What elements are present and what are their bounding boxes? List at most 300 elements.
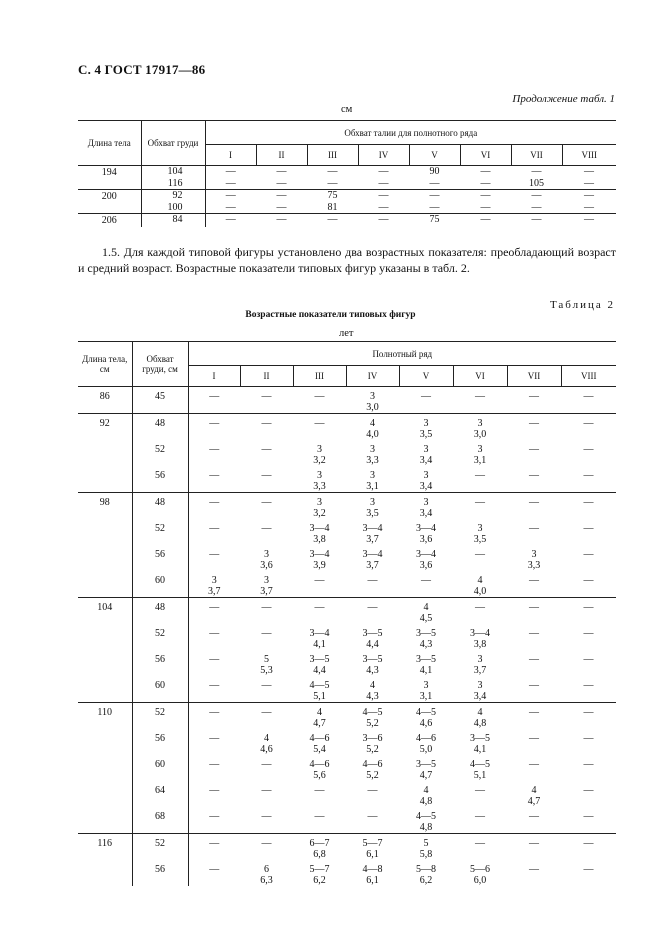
value-cell — [240, 729, 293, 755]
value-cell — [346, 493, 399, 520]
value-line: — — [261, 470, 272, 481]
value-cell — [507, 519, 561, 545]
chest-cell: 56 — [132, 860, 188, 886]
value-cell — [293, 703, 346, 730]
value-line: 3 — [477, 523, 483, 534]
value-cell — [293, 624, 346, 650]
col-roman-header: V — [409, 145, 460, 166]
value-line: — — [583, 549, 594, 560]
value-cell — [507, 729, 561, 755]
value-line: — — [314, 602, 325, 613]
value-cell — [293, 834, 346, 861]
value-line: 4,3 — [366, 691, 379, 702]
spacer — [399, 402, 453, 413]
value-line: 5 — [264, 654, 269, 665]
value-line: — — [583, 418, 594, 429]
value-line: 3—5 — [416, 759, 436, 770]
value-line: 3—5 — [416, 654, 436, 665]
value-line: 3,7 — [473, 665, 487, 676]
value-cell: 75 — [307, 190, 358, 202]
value-cell — [453, 466, 507, 493]
value-cell — [507, 676, 561, 703]
value-cell — [561, 676, 616, 703]
value-cell — [507, 807, 561, 834]
value-cell — [561, 703, 616, 730]
value-cell: — — [429, 177, 440, 189]
col-roman-header: I — [188, 366, 240, 387]
value-line: 4—6 — [362, 759, 383, 770]
value-cell — [507, 834, 561, 861]
value-cell: — — [584, 201, 595, 213]
value-line: 4—8 — [362, 864, 383, 875]
value-cell — [453, 440, 507, 466]
value-line: 5,4 — [313, 744, 326, 755]
value-cell: — — [225, 201, 236, 213]
chest-cell: 60 — [132, 676, 188, 703]
value-line: — — [209, 628, 220, 639]
value-line: — — [367, 811, 378, 822]
value-cell — [399, 703, 453, 730]
value-line: — — [529, 654, 539, 665]
spacer — [189, 639, 241, 650]
value-cell — [346, 729, 399, 755]
spacer — [189, 508, 241, 519]
value-line: 3—4 — [309, 523, 330, 534]
value-line: — — [583, 811, 594, 822]
value-line: 3,6 — [260, 560, 273, 571]
value-line: 3,0 — [366, 402, 379, 413]
value-cell — [561, 650, 616, 676]
value-cell — [240, 650, 293, 676]
value-cell — [346, 387, 399, 414]
value-cell — [188, 598, 240, 625]
value-line: 5,8 — [419, 849, 433, 860]
table-row — [78, 834, 616, 861]
value-line: 3 — [317, 497, 322, 508]
table2-label: Таблица 2 — [549, 299, 615, 311]
value-cell — [399, 729, 453, 755]
spacer — [293, 796, 346, 807]
spacer — [189, 849, 241, 860]
value-cell — [399, 414, 453, 441]
value-cell — [561, 755, 616, 781]
value-line: — — [261, 418, 272, 429]
value-line: — — [529, 470, 539, 481]
value-cell — [399, 466, 453, 493]
spacer — [561, 455, 616, 466]
col-length-header: Длина тела, см — [78, 342, 132, 387]
value-line: — — [583, 575, 594, 586]
spacer — [561, 744, 616, 755]
value-cell — [453, 387, 507, 414]
value-cell — [188, 519, 240, 545]
chest-cell: 92 — [141, 190, 205, 202]
value-cell — [293, 676, 346, 703]
value-line: — — [529, 759, 539, 770]
value-cell — [188, 729, 240, 755]
value-cell — [453, 519, 507, 545]
length-cell: 98 — [78, 493, 132, 598]
value-cell — [453, 755, 507, 781]
spacer — [507, 849, 561, 860]
value-cell — [561, 598, 616, 625]
value-line: 5—8 — [416, 864, 436, 875]
value-line: 3,6 — [419, 560, 433, 571]
spacer — [240, 849, 293, 860]
spacer — [561, 875, 616, 886]
col-roman-header: IV — [358, 145, 409, 166]
chest-cell: 45 — [132, 387, 188, 414]
value-line: 3 — [264, 549, 269, 560]
spacer — [561, 691, 616, 702]
value-line: — — [583, 733, 594, 744]
value-line: 4,1 — [419, 665, 433, 676]
value-line: — — [261, 523, 272, 534]
value-cell — [561, 414, 616, 441]
value-line: 4 — [477, 707, 483, 718]
value-line: 3—5 — [416, 628, 436, 639]
value-line: 4,3 — [366, 665, 379, 676]
value-line: — — [261, 628, 272, 639]
value-line: 3,1 — [473, 455, 487, 466]
spacer — [293, 429, 346, 440]
table2-title: Возрастные показатели типовых фигур — [245, 310, 416, 320]
value-cell — [507, 414, 561, 441]
value-line: — — [529, 838, 539, 849]
value-line: — — [529, 811, 539, 822]
value-cell: — — [562, 214, 616, 227]
value-line: 6,2 — [419, 875, 433, 886]
value-cell — [507, 545, 561, 571]
chest-cell: 60 — [132, 755, 188, 781]
value-line: — — [529, 523, 539, 534]
value-line: — — [209, 864, 220, 875]
value-line: — — [261, 391, 272, 402]
value-line: — — [475, 549, 485, 560]
spacer — [293, 613, 346, 624]
value-line: — — [583, 654, 594, 665]
col-roman-header: VI — [460, 145, 511, 166]
spacer — [293, 586, 346, 597]
value-cell: — — [256, 166, 307, 178]
value-line: 5,0 — [419, 744, 433, 755]
col-roman-header: III — [293, 366, 346, 387]
length-cell: 104 — [78, 598, 132, 703]
value-cell — [399, 519, 453, 545]
value-cell: 81 — [327, 201, 338, 213]
value-cell — [561, 781, 616, 807]
value-line: — — [583, 497, 594, 508]
value-cell — [240, 755, 293, 781]
table-row — [78, 166, 616, 178]
value-line: — — [583, 680, 594, 691]
value-line: 3—4 — [309, 628, 330, 639]
value-cell — [293, 755, 346, 781]
value-line: 3,5 — [366, 508, 379, 519]
value-line: 3 — [423, 418, 429, 429]
spacer — [507, 455, 561, 466]
table1-unit: см — [341, 104, 353, 115]
spacer — [507, 534, 561, 545]
chest-cell: 116 — [141, 178, 205, 190]
value-cell — [507, 755, 561, 781]
chest-cell: 56 — [132, 729, 188, 755]
chest-cell: 56 — [132, 545, 188, 571]
value-line: — — [529, 391, 539, 402]
chest-cell: 60 — [132, 571, 188, 598]
value-line: 4,4 — [313, 665, 326, 676]
col-roman-header: VII — [511, 145, 562, 166]
value-line: — — [314, 575, 325, 586]
value-line: — — [529, 444, 539, 455]
value-line: — — [261, 497, 272, 508]
continuation-note: Продолжение табл. 1 — [512, 93, 615, 105]
value-line: — — [367, 575, 378, 586]
value-line: 3,2 — [313, 508, 326, 519]
value-line: 3 — [370, 444, 375, 455]
chest-cell: 100 — [141, 202, 205, 214]
value-line: — — [583, 470, 594, 481]
value-cell — [346, 571, 399, 598]
value-line: 6,3 — [260, 875, 273, 886]
table-row — [78, 178, 616, 190]
value-line: 3,4 — [419, 508, 433, 519]
spacer — [507, 770, 561, 781]
value-line: — — [583, 391, 594, 402]
value-cell — [240, 466, 293, 493]
value-line: 3—4 — [470, 628, 490, 639]
value-line: 6,0 — [473, 875, 487, 886]
value-cell — [188, 860, 240, 886]
value-line: 3 — [370, 470, 375, 481]
length-cell: 92 — [78, 414, 132, 493]
spacer — [189, 481, 241, 492]
col-roman-header: II — [256, 145, 307, 166]
value-cell — [240, 493, 293, 520]
value-cell: — — [358, 214, 409, 227]
spacer — [399, 586, 453, 597]
value-cell — [561, 519, 616, 545]
value-cell — [346, 781, 399, 807]
value-cell — [561, 545, 616, 571]
spacer — [507, 639, 561, 650]
value-cell — [399, 676, 453, 703]
value-cell — [346, 414, 399, 441]
value-line: — — [529, 733, 539, 744]
value-line: — — [529, 497, 539, 508]
spacer — [240, 796, 293, 807]
table-row — [78, 624, 616, 650]
spacer — [346, 822, 399, 833]
value-line: — — [261, 444, 272, 455]
value-line: 3 — [423, 470, 429, 481]
length-cell: 194 — [78, 166, 141, 190]
table-row — [78, 440, 616, 466]
value-line: — — [529, 864, 539, 875]
value-cell — [507, 860, 561, 886]
value-line: 5—7 — [362, 838, 383, 849]
table-row — [78, 598, 616, 625]
value-cell — [346, 545, 399, 571]
spacer — [293, 822, 346, 833]
value-cell — [561, 834, 616, 861]
value-line: — — [209, 602, 220, 613]
value-line: 4,1 — [313, 639, 326, 650]
value-line: 3 — [477, 654, 483, 665]
value-line: — — [583, 523, 594, 534]
spacer — [561, 639, 616, 650]
spacer — [453, 481, 507, 492]
spacer — [453, 796, 507, 807]
table-row — [78, 729, 616, 755]
value-cell — [346, 650, 399, 676]
spacer — [346, 796, 399, 807]
spacer — [507, 744, 561, 755]
table-row — [78, 781, 616, 807]
value-line: — — [583, 785, 594, 796]
value-cell — [240, 440, 293, 466]
value-line: 3—4 — [416, 549, 436, 560]
spacer — [561, 796, 616, 807]
value-cell — [507, 440, 561, 466]
value-cell — [240, 519, 293, 545]
value-cell — [453, 571, 507, 598]
value-cell — [293, 466, 346, 493]
value-cell — [346, 598, 399, 625]
value-cell — [293, 571, 346, 598]
value-cell — [240, 624, 293, 650]
value-cell: — — [256, 190, 307, 202]
value-cell: — — [276, 177, 287, 189]
value-line: 4—5 — [362, 707, 383, 718]
value-cell — [507, 493, 561, 520]
table-row — [78, 466, 616, 493]
spacer — [240, 691, 293, 702]
value-line: 3—5 — [362, 654, 383, 665]
value-cell — [346, 807, 399, 834]
value-cell — [188, 624, 240, 650]
table-row — [78, 755, 616, 781]
value-line: 3,4 — [419, 481, 433, 492]
value-line: — — [529, 575, 539, 586]
value-cell: — — [562, 190, 616, 202]
value-cell — [399, 650, 453, 676]
chest-cell: 52 — [132, 440, 188, 466]
value-line: 3,0 — [473, 429, 487, 440]
value-line: 3 — [264, 575, 269, 586]
spacer — [189, 770, 241, 781]
col-roman-header: VI — [453, 366, 507, 387]
chest-cell: 56 — [132, 466, 188, 493]
value-cell — [240, 545, 293, 571]
spacer — [507, 822, 561, 833]
value-cell — [561, 493, 616, 520]
col-chest-header: Обхват груди — [141, 121, 205, 166]
spacer — [346, 613, 399, 624]
value-cell — [399, 755, 453, 781]
value-line: — — [421, 575, 431, 586]
value-line: 4—6 — [309, 733, 330, 744]
value-line: — — [367, 602, 378, 613]
value-line: — — [314, 418, 325, 429]
value-cell — [240, 571, 293, 598]
spacer — [240, 613, 293, 624]
value-cell — [507, 466, 561, 493]
spacer — [507, 665, 561, 676]
chest-cell: 104 — [141, 166, 205, 178]
spacer — [240, 508, 293, 519]
value-line: — — [314, 391, 325, 402]
value-cell: 75 — [409, 214, 460, 227]
table-row — [78, 571, 616, 598]
value-line: 4,8 — [419, 796, 433, 807]
spacer — [189, 691, 241, 702]
value-line: 5,1 — [473, 770, 487, 781]
value-line: — — [261, 759, 272, 770]
value-line: 3 — [370, 497, 375, 508]
table-row — [78, 414, 616, 441]
value-cell — [399, 834, 453, 861]
value-line: 5,3 — [260, 665, 273, 676]
spacer — [561, 586, 616, 597]
value-cell: — — [511, 214, 562, 227]
value-cell: — — [205, 214, 256, 227]
value-cell — [346, 834, 399, 861]
value-line: 3 — [423, 497, 429, 508]
value-cell — [399, 545, 453, 571]
spacer — [561, 534, 616, 545]
value-line: 4,3 — [419, 639, 433, 650]
spacer — [240, 718, 293, 729]
spacer — [189, 744, 241, 755]
value-cell: — — [460, 190, 511, 202]
value-line: 4 — [264, 733, 269, 744]
value-line: 5,1 — [313, 691, 326, 702]
value-cell — [453, 781, 507, 807]
table-2 — [78, 341, 616, 886]
value-cell — [188, 440, 240, 466]
table-row — [78, 703, 616, 730]
spacer — [561, 849, 616, 860]
value-line: 4—5 — [309, 680, 330, 691]
value-cell — [453, 676, 507, 703]
value-cell: — — [480, 177, 491, 189]
col-roman-header: III — [307, 145, 358, 166]
col-roman-header: VII — [507, 366, 561, 387]
table-row — [78, 676, 616, 703]
value-line: 3,3 — [527, 560, 541, 571]
value-cell: — — [225, 177, 236, 189]
col-chest-header: Обхват груди, см — [132, 342, 188, 387]
table-row — [78, 650, 616, 676]
value-cell — [346, 440, 399, 466]
value-line: — — [261, 838, 272, 849]
value-cell — [293, 781, 346, 807]
spacer — [507, 875, 561, 886]
value-line: — — [583, 707, 594, 718]
value-cell — [240, 414, 293, 441]
value-cell — [399, 387, 453, 414]
value-cell: 90 — [409, 166, 460, 178]
spacer — [453, 402, 507, 413]
value-line: — — [209, 759, 220, 770]
value-line: 5—7 — [309, 864, 330, 875]
value-line: 5—6 — [470, 864, 490, 875]
value-line: 3 — [477, 418, 483, 429]
value-cell — [240, 860, 293, 886]
value-line: 3 — [531, 549, 537, 560]
table-row — [78, 214, 616, 227]
